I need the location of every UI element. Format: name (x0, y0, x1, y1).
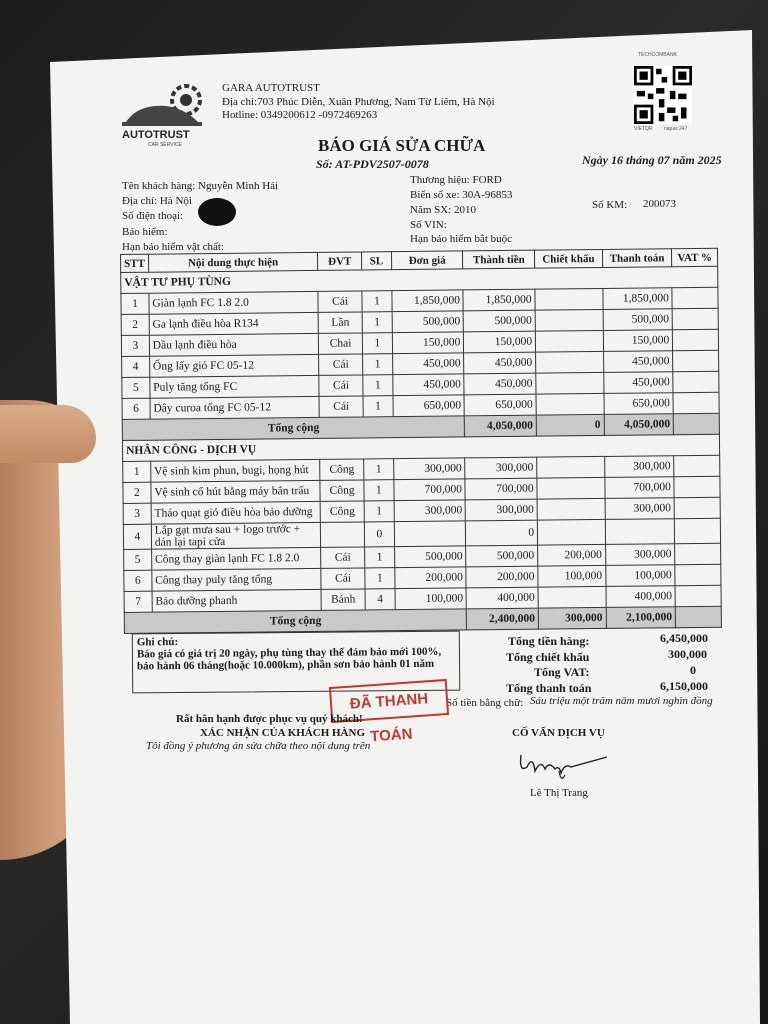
row-discount (535, 330, 603, 352)
row-price: 500,000 (394, 546, 466, 568)
customer-confirm-title: XÁC NHẬN CỦA KHÁCH HÀNG (200, 727, 365, 739)
company-hotline: Hotline: 0349200612 -0972469263 (222, 109, 378, 121)
row-description: Vệ sinh kim phun, bugi, họng hút (150, 459, 320, 482)
row-amount: 300,000 (465, 457, 537, 479)
row-discount (537, 519, 605, 545)
logo-text: AUTOTRUST (122, 129, 190, 141)
discount-total-label: Tổng chiết khấu (506, 650, 590, 664)
total-pay: 4,050,000 (604, 414, 674, 436)
row-qty: 1 (362, 312, 392, 333)
row-qty: 1 (365, 547, 395, 568)
row-unit: Công (320, 459, 364, 480)
header-description: Nội dung thực hiện (148, 252, 318, 272)
row-description: Dây curoa tổng FC 05-12 (150, 396, 320, 419)
vietqr-label: VIETQR (634, 126, 653, 132)
header-stt: STT (121, 254, 149, 272)
document-date: Ngày 16 tháng 07 năm 2025 (582, 153, 722, 167)
header-discount: Chiết khấu (535, 249, 603, 268)
row-qty: 1 (362, 333, 392, 354)
row-vat (674, 497, 720, 518)
header-pay: Thanh toán (602, 249, 672, 268)
row-vat (673, 329, 719, 350)
discount-total-value: 300,000 (668, 647, 707, 661)
row-unit: Cái (319, 396, 363, 417)
row-qty: 1 (364, 501, 394, 522)
row-amount: 150,000 (464, 331, 536, 353)
goods-total-value: 6,450,000 (660, 631, 708, 645)
row-stt: 3 (123, 503, 151, 524)
row-price: 300,000 (394, 500, 466, 522)
row-stt: 1 (123, 461, 151, 482)
row-discount (536, 351, 604, 373)
pay-total-label: Tổng thanh toán (506, 681, 592, 695)
row-discount: 200,000 (538, 544, 606, 566)
total-vat (676, 606, 722, 627)
row-description: Ống lấy gió FC 05-12 (149, 354, 319, 377)
row-pay: 150,000 (603, 330, 673, 352)
total-amount: 4,050,000 (465, 415, 537, 437)
row-stt: 2 (123, 482, 151, 503)
row-price (394, 521, 466, 547)
row-amount: 450,000 (464, 352, 536, 374)
row-amount: 650,000 (464, 394, 536, 416)
row-unit: Lần (318, 312, 362, 333)
km-value: 200073 (643, 198, 676, 210)
bank-label: TECHCOMBANK (638, 52, 677, 58)
row-qty: 0 (364, 522, 394, 547)
row-description: Công thay giàn lạnh FC 1.8 2.0 (151, 547, 321, 570)
row-discount (535, 309, 603, 331)
row-qty: 1 (364, 459, 394, 480)
row-pay: 450,000 (603, 372, 673, 394)
row-discount (537, 456, 605, 478)
amount-in-words-label: Số tiền bằng chữ: (446, 697, 524, 709)
total-vat (674, 413, 720, 434)
vat-total-value: 0 (690, 663, 696, 677)
row-price: 450,000 (393, 374, 465, 396)
row-description: Ga lạnh điều hòa R134 (149, 312, 319, 335)
row-unit: Cái (319, 375, 363, 396)
row-stt: 4 (123, 524, 151, 549)
thumb (0, 405, 96, 463)
row-description: Lắp gạt mưa sau + logo trước + dán lại tapi cửa (151, 522, 321, 549)
notes-line-1: Báo giá có giá trị 20 ngày, phụ tùng thay thế đảm bảo mới 100%, (136, 645, 442, 661)
row-unit: Cái (319, 354, 363, 375)
customer-material-insurance: Hạn bảo hiểm vật chất: (122, 241, 225, 253)
row-vat (675, 543, 721, 564)
row-discount (536, 393, 604, 415)
document-title: BÁO GIÁ SỬA CHỮA (318, 136, 486, 155)
row-pay (605, 519, 675, 545)
thanks-message: Rất hân hạnh được phục vụ quý khách! (176, 713, 363, 725)
row-stt: 1 (121, 293, 149, 314)
row-price: 150,000 (392, 332, 464, 354)
row-unit: Bánh (321, 589, 365, 610)
goods-total-label: Tổng tiền hàng: (508, 634, 590, 648)
total-pay: 2,100,000 (606, 607, 676, 629)
row-stt: 4 (122, 356, 150, 377)
row-pay: 300,000 (604, 456, 674, 478)
row-stt: 5 (124, 549, 152, 570)
napas-label: napas 247 (664, 126, 688, 132)
header-qty: SL (361, 252, 391, 270)
total-discount: 0 (536, 414, 604, 436)
row-qty: 1 (363, 396, 393, 417)
row-price: 700,000 (394, 479, 466, 501)
row-pay: 300,000 (605, 544, 675, 566)
row-unit: Chai (319, 333, 363, 354)
section-title: VẬT TƯ PHỤ TÙNG (121, 266, 718, 293)
row-stt: 5 (122, 377, 150, 398)
row-unit: Công (320, 501, 364, 522)
vehicle-mandatory-insurance: Hạn bảo hiểm bắt buộc (410, 233, 513, 245)
row-unit: Cái (321, 568, 365, 589)
row-vat (675, 518, 721, 543)
notes-line-2: bảo hành 06 tháng(hoặc 10.000km), phần sơn bảo hành 01 năm (136, 657, 435, 673)
row-description: Bảo dưỡng phanh (152, 589, 322, 612)
qr-code-icon (634, 66, 692, 124)
row-description: Giàn lạnh FC 1.8 2.0 (149, 291, 319, 314)
row-price: 500,000 (392, 311, 464, 333)
customer-name: Tên khách hàng: Nguyễn Minh Hải (122, 180, 279, 192)
row-price: 650,000 (393, 395, 465, 417)
row-amount: 700,000 (465, 478, 537, 500)
row-amount: 400,000 (466, 587, 538, 609)
row-pay: 300,000 (605, 498, 675, 520)
row-discount (538, 586, 606, 608)
row-stt: 7 (124, 591, 152, 612)
row-discount: 100,000 (538, 565, 606, 587)
quote-table (120, 248, 722, 634)
amount-in-words-value: Sáu triệu một trăm năm mươi nghìn đồng (530, 695, 713, 707)
row-discount (536, 372, 604, 394)
row-description: Puly tăng tổng FC (150, 375, 320, 398)
total-label: Tổng cộng (124, 609, 467, 634)
vehicle-year: Năm SX: 2010 (410, 204, 476, 216)
row-price: 450,000 (392, 353, 464, 375)
vehicle-brand: Thương hiệu: FORD (410, 174, 502, 186)
advisor-signature-icon (515, 745, 615, 785)
row-stt: 6 (124, 570, 152, 591)
row-description: Dầu lạnh điều hòa (149, 333, 319, 356)
total-label: Tổng cộng (122, 416, 465, 441)
row-vat (675, 585, 721, 606)
vat-total-label: Tổng VAT: (534, 665, 590, 679)
total-discount: 300,000 (538, 607, 606, 629)
row-pay: 1,850,000 (603, 288, 673, 310)
row-unit: Cái (318, 291, 362, 312)
header-price: Đơn giá (391, 251, 463, 270)
row-unit (321, 522, 365, 547)
row-amount: 0 (466, 520, 538, 546)
row-price: 300,000 (393, 458, 465, 480)
row-stt: 2 (121, 314, 149, 335)
advisor-name: Lê Thị Trang (530, 787, 588, 799)
row-pay: 450,000 (603, 351, 673, 373)
document-number: Số: AT-PDV2507-0078 (316, 157, 429, 171)
row-pay: 650,000 (604, 393, 674, 415)
row-amount: 500,000 (466, 545, 538, 567)
row-stt: 3 (121, 335, 149, 356)
row-price: 1,850,000 (392, 290, 464, 312)
autotrust-logo (118, 78, 214, 148)
paid-stamp: ĐÃ THANH TOÁN (329, 679, 449, 723)
logo-subtext: CAR SERVICE (148, 142, 182, 148)
header-amount: Thành tiền (463, 250, 535, 269)
company-address: Địa chỉ:703 Phúc Diễn, Xuân Phương, Nam Từ Liêm, Hà Nội (222, 96, 495, 108)
km-label: Số KM: (592, 199, 628, 211)
row-amount: 1,850,000 (463, 289, 535, 311)
company-name: GARA AUTOTRUST (222, 82, 320, 94)
customer-insurance: Bảo hiểm: (122, 226, 168, 238)
section-title: NHÂN CÔNG - DỊCH VỤ (122, 434, 719, 461)
total-amount: 2,400,000 (467, 608, 539, 630)
redaction-mark (198, 198, 236, 226)
notes-title: Ghi chú: (136, 636, 179, 649)
row-discount (535, 288, 603, 310)
row-vat (672, 308, 718, 329)
row-pay: 400,000 (606, 586, 676, 608)
row-qty: 1 (364, 480, 394, 501)
row-price: 100,000 (395, 588, 467, 610)
row-pay: 700,000 (605, 477, 675, 499)
row-stt: 6 (122, 398, 150, 419)
customer-agree-text: Tôi đồng ý phương án sửa chữa theo nội dung trên (146, 740, 371, 752)
row-discount (537, 477, 605, 499)
row-description: Vệ sinh cổ hút bằng máy bắn trấu (151, 480, 321, 503)
row-vat (673, 371, 719, 392)
row-description: Công thay puly tăng tổng (152, 568, 322, 591)
row-pay: 100,000 (605, 565, 675, 587)
row-amount: 200,000 (466, 566, 538, 588)
row-vat (675, 564, 721, 585)
row-qty: 1 (362, 291, 392, 312)
row-description: Tháo quạt gió điều hòa bảo dưỡng (151, 501, 321, 524)
row-discount (537, 498, 605, 520)
row-price: 200,000 (395, 567, 467, 589)
row-amount: 450,000 (464, 373, 536, 395)
row-vat (674, 455, 720, 476)
advisor-title: CỐ VẤN DỊCH VỤ (512, 727, 605, 739)
row-qty: 1 (365, 568, 395, 589)
row-amount: 500,000 (464, 310, 536, 332)
row-unit: Cái (321, 547, 365, 568)
vehicle-plate: Biển số xe: 30A-96853 (410, 189, 513, 201)
row-qty: 1 (363, 375, 393, 396)
header-vat: VAT % (672, 248, 718, 266)
row-amount: 300,000 (466, 499, 538, 521)
row-qty: 1 (363, 354, 393, 375)
row-vat (672, 287, 718, 308)
row-vat (673, 392, 719, 413)
row-vat (673, 350, 719, 371)
row-unit: Công (320, 480, 364, 501)
customer-address: Địa chỉ: Hà Nội (122, 195, 192, 207)
vehicle-vin: Số VIN: (410, 219, 447, 231)
header-unit: ĐVT (318, 252, 362, 270)
row-qty: 4 (365, 589, 395, 610)
row-vat (674, 476, 720, 497)
customer-phone: Số điện thoại: (122, 210, 184, 222)
pay-total-value: 6,150,000 (660, 679, 708, 693)
row-pay: 500,000 (603, 309, 673, 331)
